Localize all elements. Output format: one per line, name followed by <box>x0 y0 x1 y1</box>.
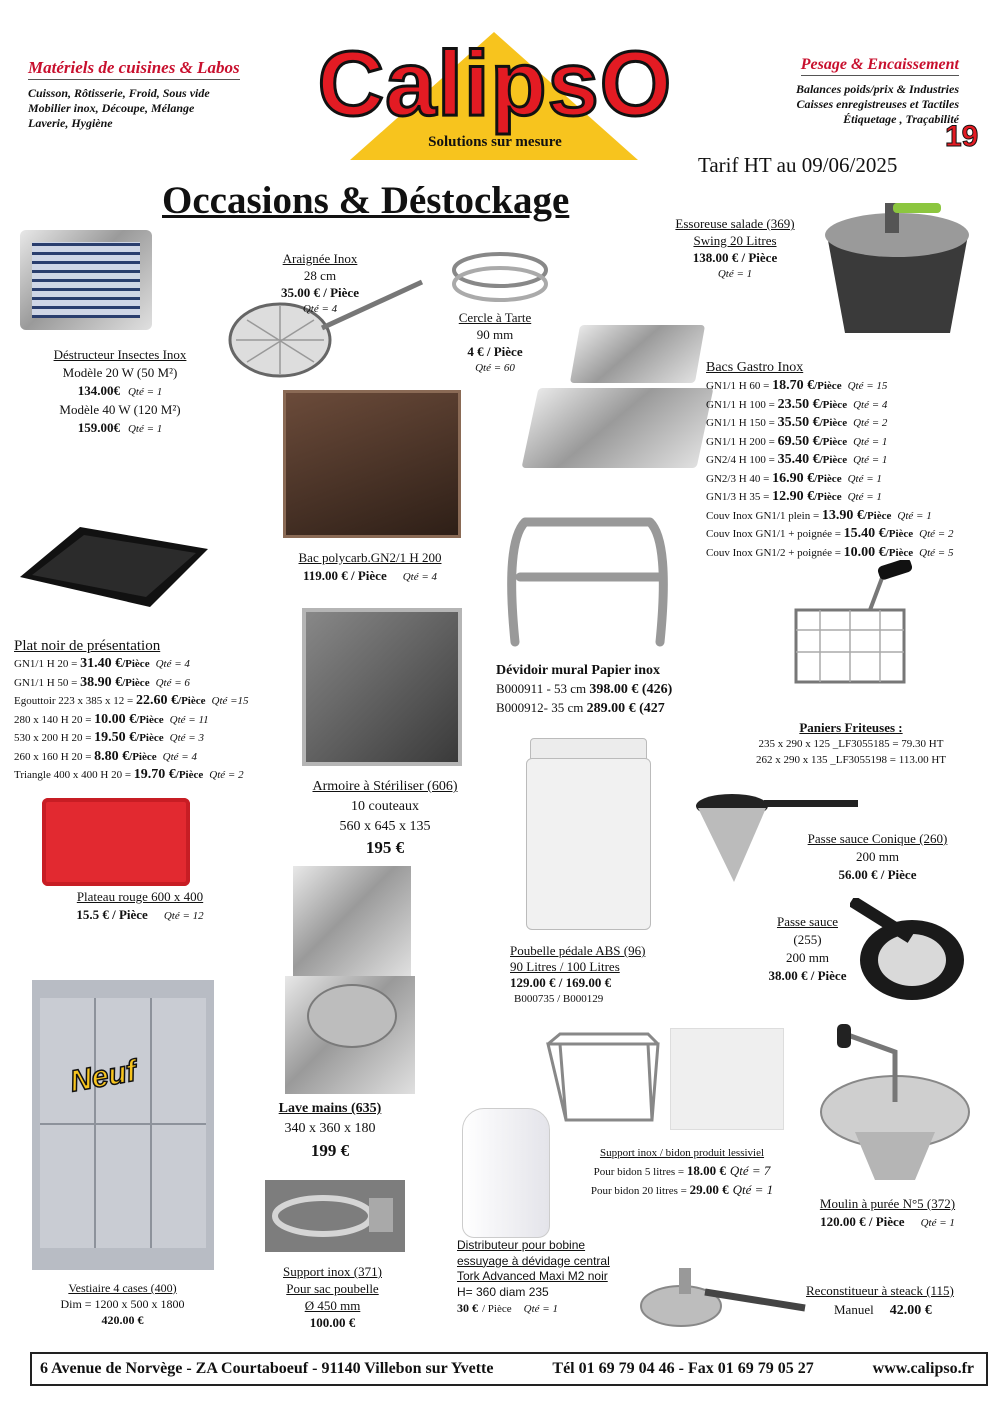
product-sub: 340 x 360 x 180 <box>284 1121 376 1136</box>
price-row-price: 22.60 € <box>136 693 179 708</box>
tarif-date: Tarif HT au 09/06/2025 <box>698 153 898 177</box>
price-row-ref: Triangle 400 x 400 H 20 = <box>14 769 134 781</box>
price-row-price: 18.70 € <box>772 378 815 393</box>
footer-website[interactable]: www.calipso.fr <box>872 1360 974 1377</box>
product-paper-dispenser <box>496 662 716 718</box>
price-row-ref: Couv Inox GN1/1 plein = <box>706 509 822 522</box>
product-canister-rack <box>562 1145 802 1200</box>
price-row-ref: Couv Inox GN1/2 + poignée = <box>706 546 844 559</box>
product-name: Moulin à purée N°5 (372) <box>819 1196 956 1211</box>
product-price: 35.00 € / Pièce <box>281 285 359 300</box>
header-left-block <box>28 58 258 131</box>
price-row-price: 13.90 € <box>821 507 864 523</box>
price-row-ref: GN2/3 H 40 = <box>706 472 773 485</box>
product-qty: Qté = 1 <box>732 1182 774 1197</box>
price-row-unit: /Pièce <box>175 769 204 781</box>
price-row-qty: Qté = 2 <box>919 528 954 540</box>
price-row <box>706 396 996 415</box>
canister-rack-image <box>540 1030 665 1130</box>
product-sub: 200 mm <box>856 849 899 864</box>
product-price: 199 € <box>310 1141 350 1160</box>
price-row-ref: GN1/1 H 100 = <box>706 398 778 411</box>
product-name: Cercle à Tarte <box>458 310 532 325</box>
product-qty: Qté = 12 <box>163 910 204 922</box>
header-right-line: Caisses enregistreuses et Tactiles <box>796 97 959 111</box>
product-name: Passe sauce <box>776 914 838 929</box>
product-price: 120.00 € / Pièce <box>820 1214 905 1229</box>
header-left-line: Mobilier inox, Découpe, Mélange <box>28 101 195 115</box>
product-price: 119.00 € / Pièce <box>302 568 387 583</box>
product-price: 15.5 € / Pièce <box>76 907 148 922</box>
product-model: Modèle 40 W (120 M²) <box>59 402 181 417</box>
price-row-qty: Qté = 1 <box>847 472 882 485</box>
price-row-unit: /Pièce <box>178 695 206 707</box>
price-row <box>14 748 304 767</box>
product-name: Bacs Gastro Inox <box>706 360 804 375</box>
product-price: 18.00 € <box>686 1163 726 1178</box>
product-qty: Qté = 1 <box>523 1303 558 1315</box>
product-sauce-strainer <box>750 913 865 985</box>
price-row-unit: /Pièce <box>814 472 842 485</box>
product-qty: Qté = 60 <box>475 362 515 374</box>
product-sub: Manuel <box>834 1302 874 1317</box>
price-row-price: 16.90 € <box>772 470 815 486</box>
product-line: 262 x 290 x 135 _LF3055198 = 113.00 HT <box>755 754 947 766</box>
price-row <box>706 544 996 563</box>
product-polycarbonate-bin <box>270 549 470 586</box>
product-sub: Swing 20 Litres <box>693 233 777 248</box>
product-name: Poubelle pédale ABS (96) <box>510 943 646 958</box>
product-bag-holder <box>260 1263 405 1331</box>
price-row <box>14 674 304 693</box>
price-row-qty: Qté = 11 <box>169 713 209 726</box>
product-model: Modèle 20 W (50 M²) <box>62 365 178 380</box>
price-row <box>706 507 996 526</box>
product-price: 159.00€ <box>77 420 120 435</box>
price-row-ref: GN2/4 H 100 = <box>706 454 778 466</box>
towel-dispenser-image <box>462 1108 550 1238</box>
salad-spinner-image <box>815 195 980 340</box>
price-row-unit: /Pièce <box>819 417 848 429</box>
price-row-unit: /Pièce <box>819 398 848 411</box>
price-row <box>706 470 996 489</box>
logo-tagline: Solutions sur mesure <box>428 134 562 150</box>
product-name: Vestiaire 4 cases (400) <box>68 1281 177 1295</box>
price-row-qty: Qté = 4 <box>162 750 197 763</box>
product-name: Lave mains (635) <box>278 1101 382 1116</box>
product-price: 398.00 € (426) <box>589 682 673 697</box>
product-price: 134.00€ <box>77 383 120 398</box>
product-qty: Qté = 1 <box>920 1217 955 1229</box>
product-sub: 560 x 645 x 135 <box>339 819 431 834</box>
price-row-qty: Qté = 2 <box>853 417 888 429</box>
price-row-unit: /Pièce <box>863 509 892 522</box>
black-tray-image <box>10 515 210 610</box>
price-row-qty: Qté = 1 <box>847 491 882 503</box>
product-sub: Dim = 1200 x 500 x 1800 <box>60 1297 185 1311</box>
paper-dispenser-image <box>495 512 680 652</box>
price-row-price: 19.50 € <box>94 730 137 745</box>
price-row-ref: GN1/1 H 50 = <box>14 676 81 689</box>
page-title: Occasions & Déstockage <box>162 179 570 222</box>
product-price: 129.00 € / 169.00 € <box>510 975 612 990</box>
price-row-unit: /Pièce <box>819 435 848 448</box>
price-row-unit: /Pièce <box>136 713 164 726</box>
canister-rack-wall-image <box>670 1028 784 1130</box>
red-tray-image <box>42 798 190 886</box>
price-row-qty: Qté = 4 <box>155 658 190 670</box>
product-price: 138.00 € / Pièce <box>692 250 778 265</box>
price-row <box>706 414 996 433</box>
product-sub: Pour sac poubelle <box>286 1281 379 1296</box>
header-left-line: Laverie, Hygiène <box>28 116 113 130</box>
gastro-pan-image <box>521 388 713 468</box>
product-towel-dispenser <box>457 1238 657 1318</box>
price-row-qty: Qté =15 <box>211 695 249 707</box>
product-sub: (255) <box>793 932 822 947</box>
price-row-ref: 530 x 200 H 20 = <box>14 732 95 744</box>
price-row-price: 15.40 € <box>843 526 886 541</box>
price-row-price: 8.80 € <box>94 748 130 764</box>
product-price: 30 € <box>457 1301 478 1315</box>
price-row-unit: /Pièce <box>885 528 914 540</box>
product-price: 420.00 € <box>101 1313 144 1327</box>
product-ref: Pour bidon 5 litres = <box>593 1166 687 1178</box>
price-row <box>706 377 996 396</box>
product-price: 42.00 € <box>889 1303 932 1318</box>
price-row-ref: 260 x 160 H 20 = <box>14 750 95 763</box>
price-row-price: 10.00 € <box>843 544 886 560</box>
pedal-bin-image <box>520 738 655 933</box>
price-row-price: 35.50 € <box>777 415 820 430</box>
product-price: 195 € <box>365 838 405 857</box>
product-locker <box>30 1280 215 1328</box>
product-sub: 90 mm <box>476 327 514 342</box>
price-row-qty: Qté = 5 <box>919 546 954 559</box>
price-row-price: 10.00 € <box>94 711 137 727</box>
price-row <box>706 451 996 470</box>
price-row-ref: GN1/1 H 20 = <box>14 658 81 670</box>
header-left-line: Cuisson, Rôtisserie, Froid, Sous vide <box>28 86 210 100</box>
product-fryer-baskets <box>732 720 970 768</box>
product-ref: B000735 / B000129 <box>514 993 604 1005</box>
product-line: Tork Advanced Maxi M2 noir <box>457 1269 608 1283</box>
product-name: Support inox (371) <box>283 1264 382 1279</box>
product-sub: 10 couteaux <box>350 799 420 814</box>
product-price: 29.00 € <box>689 1182 729 1197</box>
gastro-lid-image <box>570 325 705 383</box>
product-conical-strainer <box>790 830 965 884</box>
header-right-title: Pesage & Encaissement <box>801 56 959 76</box>
product-sub: Ø 450 mm <box>304 1298 361 1313</box>
product-salad-spinner <box>660 215 810 283</box>
product-name: Paniers Friteuses : <box>799 720 903 735</box>
product-qty: Qté = 1 <box>717 268 753 280</box>
footer-address: 6 Avenue de Norvège - ZA Courtaboeuf - 91140 Villebon sur Yvette <box>40 1360 494 1377</box>
product-ref: B000912- 35 cm <box>496 700 587 715</box>
price-row-ref: Egouttoir 223 x 385 x 12 = <box>14 695 137 707</box>
product-sub: 200 mm <box>786 950 829 965</box>
price-row-unit: /Pièce <box>885 546 914 559</box>
price-row-unit: /Pièce <box>819 454 848 466</box>
price-row-unit: /Pièce <box>129 750 157 763</box>
locker-image <box>32 980 214 1270</box>
price-row-qty: Qté = 3 <box>169 732 204 744</box>
product-name: Plateau rouge 600 x 400 <box>76 889 204 904</box>
product-line: H= 360 diam 235 <box>457 1284 549 1299</box>
price-row-qty: Qté = 1 <box>853 435 888 448</box>
product-red-tray <box>40 888 240 925</box>
header-left-title: Matériels de cuisines & Labos <box>28 58 240 80</box>
page-number: 19 <box>945 120 979 153</box>
product-skimmer <box>250 250 390 318</box>
product-sub: 90 Litres / 100 Litres <box>510 959 620 974</box>
product-name: Essoreuse salade (369) <box>675 216 795 231</box>
price-row <box>706 525 996 544</box>
price-row-price: 12.90 € <box>772 489 815 504</box>
steak-press-image <box>635 1262 810 1334</box>
price-row <box>706 488 996 507</box>
product-name: Bac polycarb.GN2/1 H 200 <box>298 550 442 565</box>
product-line: 235 x 290 x 125 _LF3055185 = 79.30 HT <box>758 738 944 750</box>
price-row-price: 69.50 € <box>777 433 820 449</box>
food-mill-image <box>815 1022 975 1187</box>
header-right-block <box>729 56 959 127</box>
product-line: essuyage à dévidage central <box>457 1253 610 1268</box>
price-row-ref: GN1/1 H 150 = <box>706 417 778 429</box>
price-row-unit: /Pièce <box>814 380 842 392</box>
fryer-basket-image <box>790 560 915 688</box>
price-row <box>14 655 304 674</box>
product-sub: 28 cm <box>303 268 337 283</box>
tart-ring-image <box>450 248 550 306</box>
price-row-price: 31.40 € <box>80 656 123 671</box>
price-row-qty: Qté = 1 <box>853 454 888 466</box>
product-name: Plat noir de présentation <box>14 638 161 654</box>
sterilizer-cabinet-image <box>302 608 462 766</box>
price-row-qty: Qté = 4 <box>853 398 888 411</box>
price-row-ref: Couv Inox GN1/1 + poignée = <box>706 528 844 540</box>
product-sterilizer <box>285 777 485 859</box>
product-price: 38.00 € / Pièce <box>768 968 847 983</box>
price-row-price: 19.70 € <box>133 767 176 782</box>
product-price: 56.00 € / Pièce <box>838 867 917 882</box>
product-unit: / Pièce <box>482 1303 512 1315</box>
footer-contact-bar <box>30 1352 988 1386</box>
price-row-qty: Qté = 15 <box>847 380 888 392</box>
product-price: 100.00 € <box>309 1315 356 1330</box>
product-food-mill <box>800 1195 975 1232</box>
price-row-ref: GN1/1 H 200 = <box>706 435 778 448</box>
company-logo: CalipsO <box>317 33 673 135</box>
price-row-price: 23.50 € <box>777 396 820 412</box>
price-row-unit: /Pièce <box>122 676 150 689</box>
product-name: Support inox / bidon produit lessiviel <box>599 1147 765 1159</box>
product-ref: B000911 - 53 cm <box>496 681 590 696</box>
product-name: Armoire à Stériliser (606) <box>312 779 458 794</box>
price-row <box>14 729 304 748</box>
product-qty: Qté = 4 <box>402 571 438 583</box>
header-right-line: Balances poids/prix & Industries <box>795 82 959 96</box>
product-qty: Qté = 1 <box>127 423 163 435</box>
price-row-qty: Qté = 6 <box>155 676 190 689</box>
product-tart-ring <box>430 309 560 377</box>
product-name: Dévidoir mural Papier inox <box>496 663 660 678</box>
new-badge: Neuf <box>67 1054 139 1099</box>
product-ref: Pour bidon 20 litres = <box>590 1185 690 1197</box>
polycarbonate-bin-image <box>283 390 461 538</box>
price-row-qty: Qté = 1 <box>897 509 932 522</box>
product-qty: Qté = 7 <box>729 1163 771 1178</box>
bag-holder-image <box>265 1180 405 1252</box>
product-price: 289.00 € (427 <box>586 701 665 716</box>
product-hand-sink <box>255 1099 405 1163</box>
product-qty: Qté = 4 <box>302 303 338 315</box>
price-row <box>14 766 304 785</box>
price-row <box>14 692 304 711</box>
product-name: Reconstitueur à steack (115) <box>806 1283 954 1298</box>
product-name: Araignée Inox <box>282 251 358 266</box>
product-line: Distributeur pour bobine <box>457 1238 586 1252</box>
price-row-ref: 280 x 140 H 20 = <box>14 713 95 726</box>
price-row <box>706 433 996 452</box>
header-right-line: Étiquetage , Traçabilité <box>843 112 959 126</box>
product-insect-killer <box>20 346 220 438</box>
product-steak-press <box>806 1281 986 1320</box>
sauce-strainer-image <box>850 898 980 1008</box>
product-price: 4 € / Pièce <box>467 344 523 359</box>
price-row-ref: GN1/3 H 35 = <box>706 491 773 503</box>
product-name: Déstructeur Insectes Inox <box>53 347 187 362</box>
price-row-unit: /Pièce <box>122 658 150 670</box>
price-row-ref: GN1/1 H 60 = <box>706 380 773 392</box>
insect-killer-image <box>20 230 152 330</box>
price-row-price: 35.40 € <box>777 452 820 467</box>
product-qty: Qté = 1 <box>127 386 163 398</box>
price-row <box>14 711 304 730</box>
price-row-price: 38.90 € <box>80 674 123 690</box>
price-row-unit: /Pièce <box>814 491 842 503</box>
price-row-unit: /Pièce <box>136 732 164 744</box>
product-pedal-bin <box>510 943 690 1007</box>
hand-sink-image <box>285 866 415 1094</box>
product-black-trays <box>14 638 304 785</box>
footer-phone: Tél 01 69 79 04 46 - Fax 01 69 79 05 27 <box>552 1360 814 1377</box>
price-row-qty: Qté = 2 <box>209 769 244 781</box>
product-gastro-pans <box>706 360 996 562</box>
product-name: Passe sauce Conique (260) <box>807 831 948 846</box>
